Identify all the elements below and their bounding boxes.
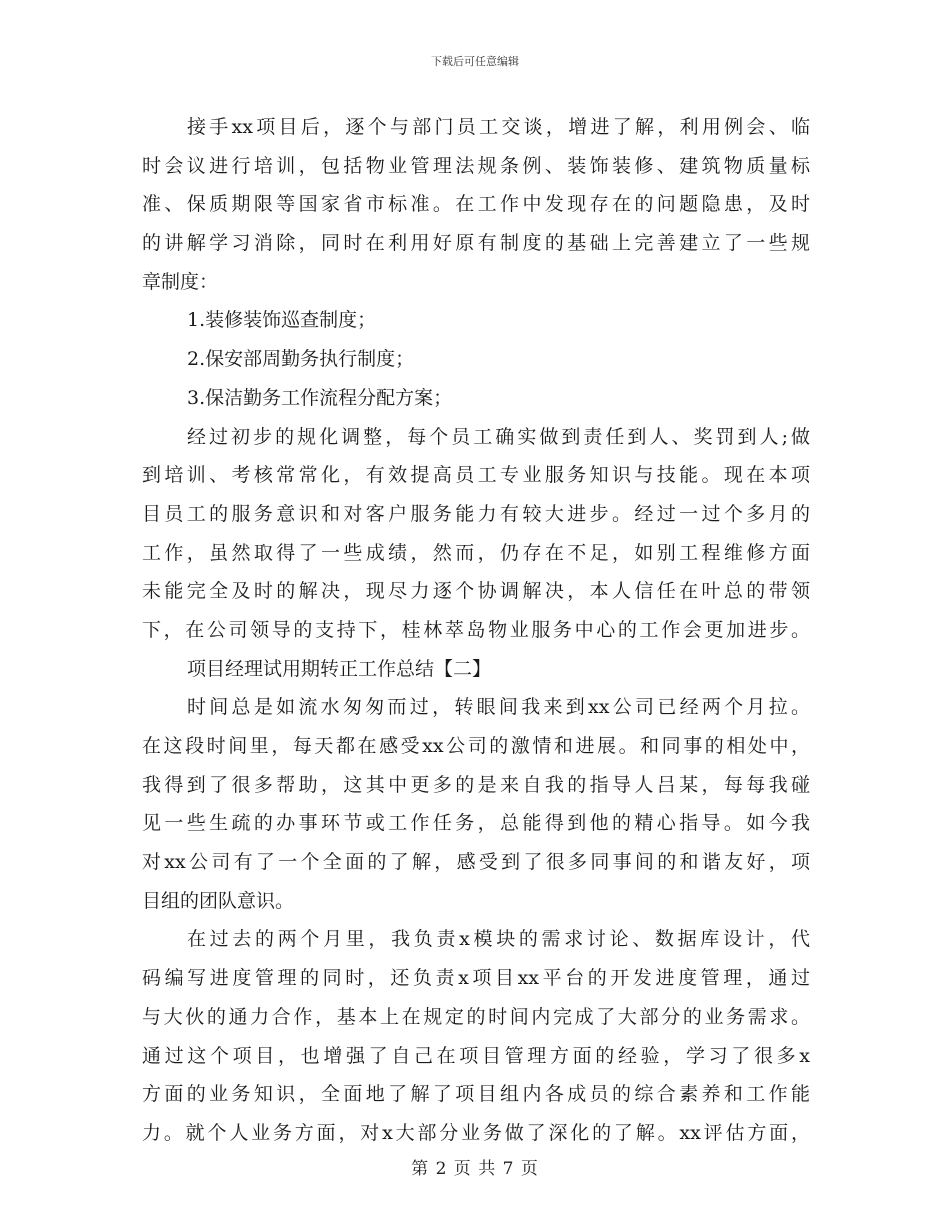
- paragraph-line: 方面的业务知识，全面地了解了项目组内各成员的综合素养和工作能: [142, 1083, 810, 1106]
- paragraph-line: 到培训、考核常常化，有效提高员工专业服务知识与技能。现在本项: [142, 464, 810, 487]
- paragraph-line: 通过这个项目，也增强了自己在项目管理方面的经验，学习了很多x: [142, 1044, 810, 1067]
- paragraph-line: 见一些生疏的办事环节或工作任务，总能得到他的精心指导。如今我: [142, 812, 810, 835]
- paragraph-line: 准、保质期限等国家省市标准。在工作中发现存在的问题隐患，及时: [142, 193, 810, 216]
- paragraph-line: 我得到了很多帮助，这其中更多的是来自我的指导人吕某，每每我碰: [142, 773, 810, 796]
- list-item: 3.保洁勤务工作流程分配方案；: [187, 386, 453, 409]
- paragraph-line: 时间总是如流水匆匆而过，转眼间我来到xx公司已经两个月拉。: [187, 696, 810, 719]
- paragraph-line: 时会议进行培训，包括物业管理法规条例、装饰装修、建筑物质量标: [142, 154, 810, 177]
- paragraph-line: 在这段时间里，每天都在感受xx公司的激情和进展。和同事的相处中，: [142, 735, 810, 757]
- paragraph-line: 码编写进度管理的同时，还负责x项目xx平台的开发进度管理，通过: [142, 967, 810, 990]
- list-item: 1.装修装饰巡查制度；: [187, 309, 377, 332]
- paragraph-line: 下，在公司领导的支持下，桂林萃岛物业服务中心的工作会更加进步。: [142, 618, 810, 641]
- paragraph-line: 力。就个人业务方面，对x大部分业务做了深化的了解。xx评估方面，: [142, 1121, 810, 1144]
- paragraph-line: 工作，虽然取得了一些成绩，然而，仍存在不足，如别工程维修方面: [142, 541, 810, 564]
- paragraph-line: 的讲解学习消除，同时在利用好原有制度的基础上完善建立了一些规: [142, 232, 810, 255]
- paragraph-line: 目员工的服务意识和对客户服务能力有较大进步。经过一过个多月的: [142, 502, 810, 525]
- paragraph-line: 对xx公司有了一个全面的了解，感受到了很多同事间的和谐友好，项: [142, 851, 810, 874]
- paragraph-line: 章制度：: [142, 270, 219, 293]
- paragraph-line: 接手xx项目后，逐个与部门员工交谈，增进了解，利用例会、临: [187, 116, 810, 138]
- paragraph-line: 与大伙的通力合作，基本上在规定的时间内完成了大部分的业务需求。: [142, 1005, 810, 1028]
- page-header: 下载后可任意编辑: [431, 55, 519, 68]
- page-number: 第 2 页 共 7 页: [411, 1159, 539, 1179]
- document-body: [142, 108, 810, 1153]
- paragraph-line: 在过去的两个月里，我负责x模块的需求讨论、数据库设计，代: [187, 928, 810, 951]
- paragraph-line: 未能完全及时的解决，现尽力逐个协调解决，本人信任在叶总的带领: [142, 580, 810, 603]
- paragraph-line: 经过初步的规化调整，每个员工确实做到责任到人、奖罚到人;做: [187, 425, 810, 448]
- list-item: 2.保安部周勤务执行制度；: [187, 348, 415, 371]
- paragraph-line: 目组的团队意识。: [142, 889, 295, 912]
- section-title: 项目经理试用期转正工作总结【二】: [187, 657, 492, 680]
